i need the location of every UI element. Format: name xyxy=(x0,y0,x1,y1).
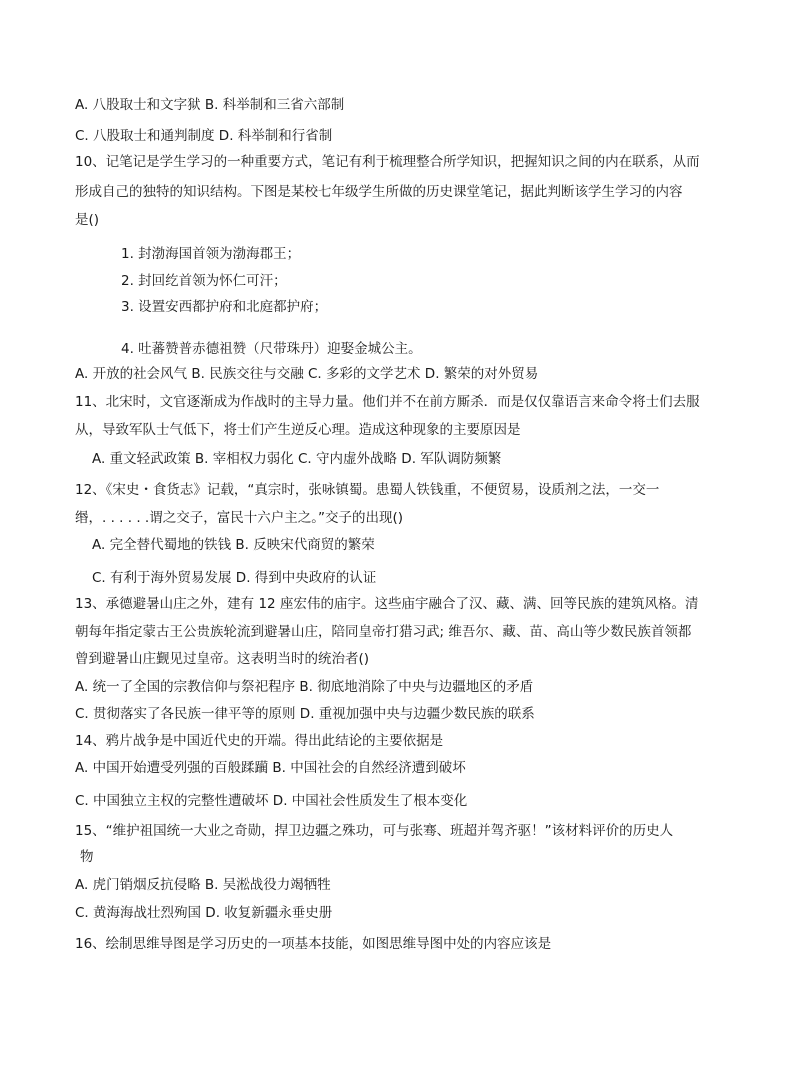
q13-options-cd: C. 贯彻落实了各民族一律平等的原则 D. 重视加强中央与边疆少数民族的联系 xyxy=(75,706,535,722)
q14-options-ab: A. 中国开始遭受列强的百般蹂躏 B. 中国社会的自然经济遭到破坏 xyxy=(75,760,466,776)
q15-options-ab: A. 虎门销烟反抗侵略 B. 吴淞战役力竭牺牲 xyxy=(75,877,331,893)
q9-options-ab: A. 八股取士和文字狱 B. 科举制和三省六部制 xyxy=(75,97,345,113)
q11-options: A. 重文轻武政策 B. 宰相权力弱化 C. 守内虚外战略 D. 军队调防频繁 xyxy=(92,451,502,467)
q16-stem: 16、绘制思维导图是学习历史的一项基本技能，如图思维导图中处的内容应该是 xyxy=(75,936,552,952)
q10-stem-line-2: 形成自己的独特的知识结构。下图是某校七年级学生所做的历史课堂笔记，据此判断该学生学习的内容 xyxy=(75,184,683,200)
q12-stem-line-1: 12、《宋史・食货志》记载，“真宗时，张咏镇蜀。患蜀人铁钱重，不便贸易，设质剂之法，一交一 xyxy=(75,482,660,498)
q13-stem-line-2: 朝每年指定蒙古王公贵族轮流到避暑山庄，陪同皇帝打猎习武; 维吾尔、藏、苗、高山等少数民族首领都 xyxy=(75,624,692,640)
q10-note-3: 3. 设置安西都护府和北庭都护府； xyxy=(121,299,328,315)
q15-stem-line-1: 15、“维护祖国统一大业之奇勋，捍卫边疆之殊功，可与张骞、班超并驾齐驱！”该材料评价的历史人 xyxy=(75,823,674,839)
q12-options-ab: A. 完全替代蜀地的铁钱 B. 反映宋代商贸的繁荣 xyxy=(92,537,375,553)
q10-note-2: 2. 封回纥首领为怀仁可汗； xyxy=(121,273,287,289)
q13-options-ab: A. 统一了全国的宗教信仰与祭祀程序 B. 彻底地消除了中央与边疆地区的矛盾 xyxy=(75,679,534,695)
q10-note-4: 4. 吐蕃赞普赤德祖赞（尺带珠丹）迎娶金城公主。 xyxy=(121,341,422,357)
q11-stem-line-1: 11、北宋时，文官逐渐成为作战时的主导力量。他们并不在前方厮杀．而是仅仅靠语言来命令将士们去服 xyxy=(75,394,700,410)
q14-options-cd: C. 中国独立主权的完整性遭破坏 D. 中国社会性质发生了根本变化 xyxy=(75,793,468,809)
q14-stem: 14、鸦片战争是中国近代史的开端。得出此结论的主要依据是 xyxy=(75,733,444,749)
q10-options: A. 开放的社会风气 B. 民族交往与交融 C. 多彩的文学艺术 D. 繁荣的对外贸易 xyxy=(75,366,539,382)
q12-options-cd: C. 有利于海外贸易发展 D. 得到中央政府的认证 xyxy=(92,570,377,586)
q12-stem-line-2: 缗，. . . . . .谓之交子，富民十六户主之。”交子的出现() xyxy=(75,510,403,526)
q13-stem-line-1: 13、承德避暑山庄之外，建有 12 座宏伟的庙宇。这些庙宇融合了汉、藏、满、回等民族的建筑风格。清 xyxy=(75,596,699,612)
q11-stem-line-2: 从，导致军队士气低下，将士们产生逆反心理。造成这种现象的主要原因是 xyxy=(75,422,521,438)
q10-note-1: 1. 封渤海国首领为渤海郡王； xyxy=(121,246,301,262)
q15-stem-line-2: 物 xyxy=(80,849,94,865)
q15-options-cd: C. 黄海海战壮烈殉国 D. 收复新疆永垂史册 xyxy=(75,905,333,921)
q10-stem-line-1: 10、记笔记是学生学习的一种重要方式，笔记有利于梳理整合所学知识，把握知识之间的内在联系，从而 xyxy=(75,154,700,170)
q9-options-cd: C. 八股取士和通判制度 D. 科举制和行省制 xyxy=(75,128,333,144)
q10-stem-line-3: 是() xyxy=(75,212,100,228)
q13-stem-line-3: 曾到避暑山庄觐见过皇帝。这表明当时的统治者() xyxy=(75,651,370,667)
